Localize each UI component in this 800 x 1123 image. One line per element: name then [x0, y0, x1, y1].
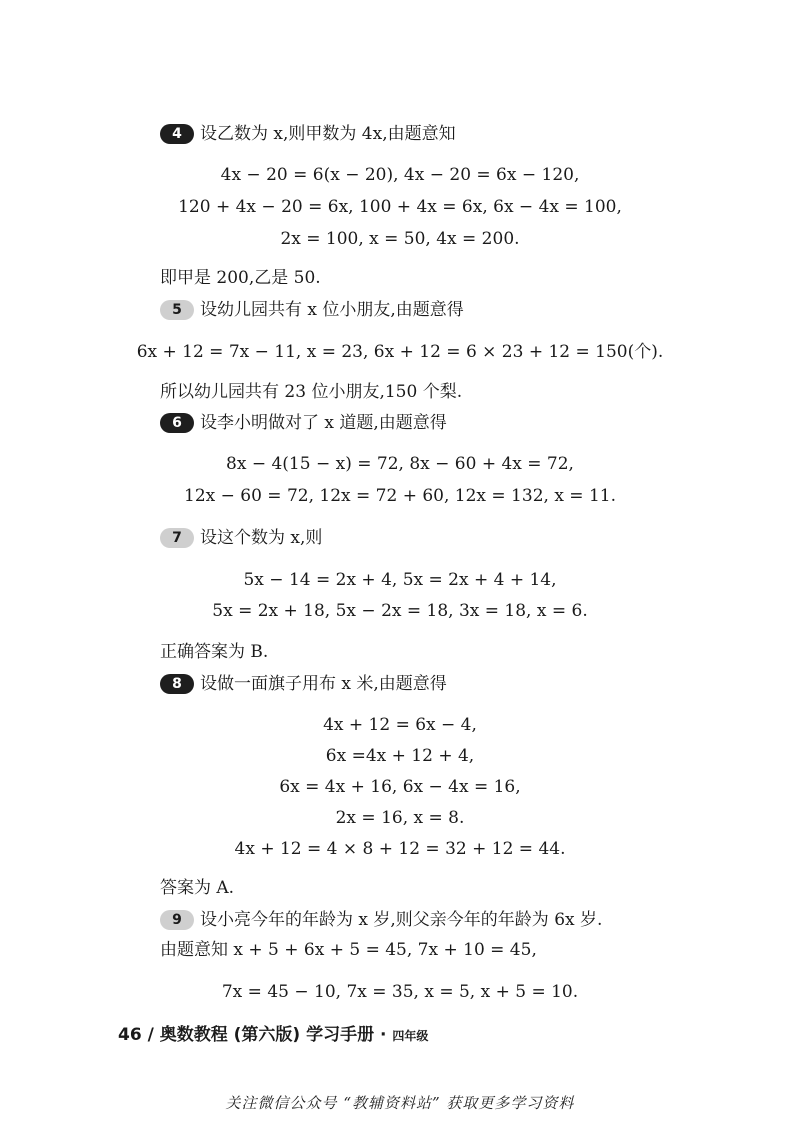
equation-line: 4x − 20 = 6(x − 20), 4x − 20 = 6x − 120, [220, 165, 580, 185]
problem-number-badge: 6 [160, 413, 194, 433]
equation-line: 4x + 12 = 4 × 8 + 12 = 32 + 12 = 44. [234, 839, 566, 859]
equation-line: 2x = 16, x = 8. [335, 808, 465, 828]
problem-7-header [160, 526, 322, 550]
problem-statement: 设小亮今年的年龄为 x 岁,则父亲今年的年龄为 6x 岁. [200, 910, 603, 930]
problem-statement: 设李小明做对了 x 道题,由题意得 [200, 413, 447, 433]
problem-number-badge: 5 [160, 300, 194, 320]
equation-line: 4x + 12 = 6x − 4, [323, 715, 477, 735]
problem-4-header [160, 122, 456, 146]
problem-number-badge: 8 [160, 674, 194, 694]
page-footer [118, 1020, 428, 1045]
equation-line: 6x =4x + 12 + 4, [325, 746, 475, 766]
equation-line: 6x = 4x + 16, 6x − 4x = 16, [279, 777, 521, 797]
problem-conclusion: 正确答案为 B. [160, 642, 269, 662]
problem-number-badge: 7 [160, 528, 194, 548]
problem-statement: 设幼儿园共有 x 位小朋友,由题意得 [200, 300, 464, 320]
footer-text: 46 / 奥数教程 (第六版) 学习手册 · [118, 1025, 387, 1045]
problem-statement-continued: 由题意知 x + 5 + 6x + 5 = 45, 7x + 10 = 45, [160, 940, 537, 960]
problem-number-badge: 4 [160, 124, 194, 144]
equation-line: 5x = 2x + 18, 5x − 2x = 18, 3x = 18, x = 6. [212, 601, 588, 621]
footer-grade: 四年级 [392, 1029, 429, 1043]
problem-statement: 设乙数为 x,则甲数为 4x,由题意知 [200, 124, 456, 144]
problem-5-header [160, 298, 464, 322]
problem-8-header [160, 672, 447, 696]
problem-conclusion: 即甲是 200,乙是 50. [160, 268, 321, 288]
equation-line: 6x + 12 = 7x − 11, x = 23, 6x + 12 = 6 × 23 + 12 = 150(个). [136, 342, 664, 362]
equation-line: 5x − 14 = 2x + 4, 5x = 2x + 4 + 14, [243, 570, 557, 590]
equation-line: 2x = 100, x = 50, 4x = 200. [280, 229, 520, 249]
problem-conclusion: 答案为 A. [160, 878, 235, 898]
problem-statement: 设做一面旗子用布 x 米,由题意得 [200, 674, 447, 694]
equation-line: 7x = 45 − 10, 7x = 35, x = 5, x + 5 = 10. [221, 982, 579, 1002]
problem-6-header [160, 411, 447, 435]
equation-line: 12x − 60 = 72, 12x = 72 + 60, 12x = 132, x = 11. [184, 486, 616, 506]
watermark-text: 关注微信公众号 “教辅资料站” 获取更多学习资料 [225, 1094, 575, 1112]
problem-number-badge: 9 [160, 910, 194, 930]
problem-9-header [160, 908, 602, 932]
problem-conclusion: 所以幼儿园共有 23 位小朋友,150 个梨. [160, 382, 463, 402]
problem-statement: 设这个数为 x,则 [200, 528, 323, 548]
equation-line: 120 + 4x − 20 = 6x, 100 + 4x = 6x, 6x − 4x = 100, [178, 197, 622, 217]
equation-line: 8x − 4(15 − x) = 72, 8x − 60 + 4x = 72, [226, 454, 574, 474]
